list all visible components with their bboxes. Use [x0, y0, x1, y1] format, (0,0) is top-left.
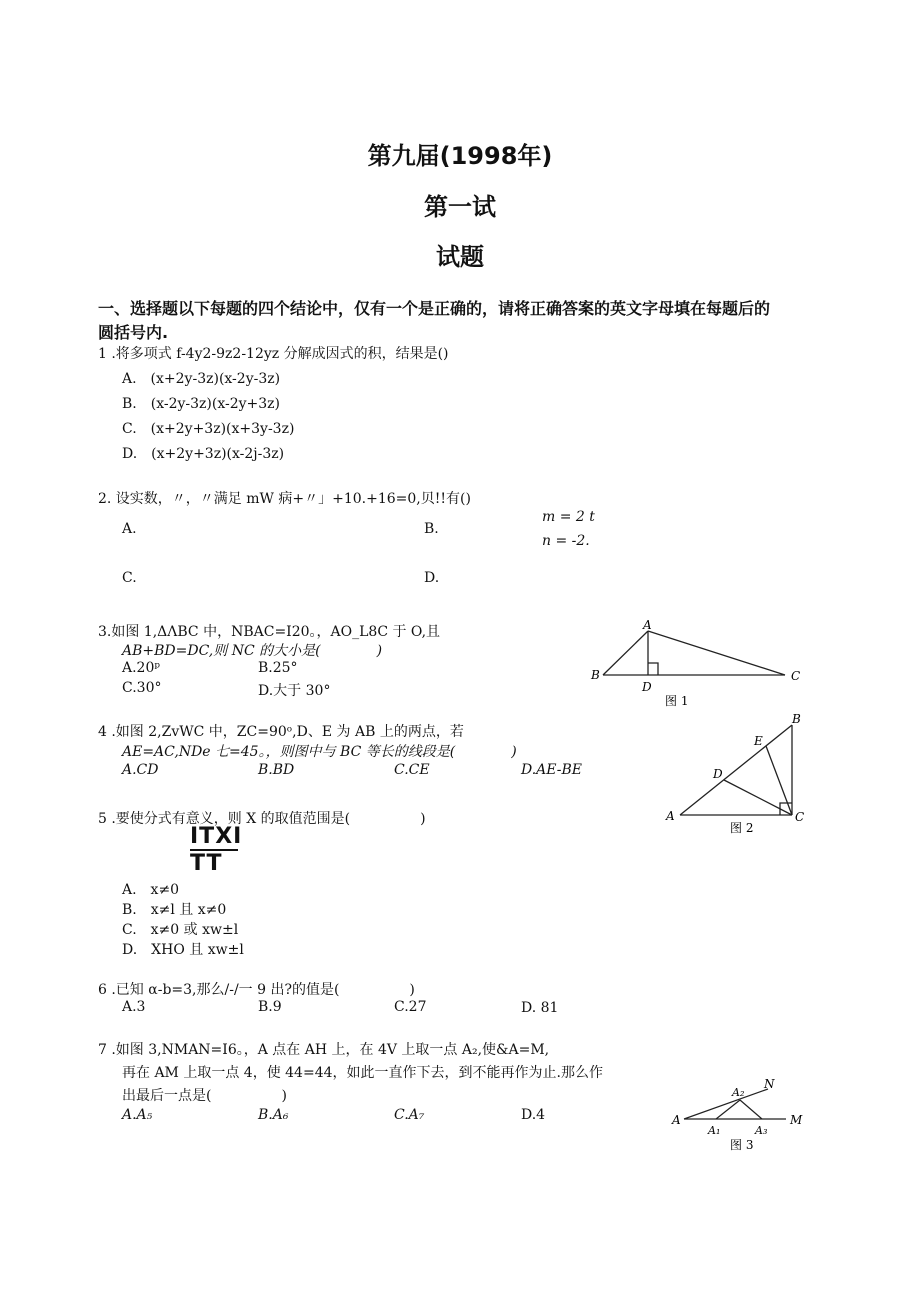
- q6-option-b: B.9: [258, 999, 282, 1015]
- q4-option-d: D.AE-BE: [521, 762, 583, 778]
- q5-fraction: [190, 824, 242, 876]
- q2-stem: 2. 设实数，〃，〃满足 mW 病+〃」+10.+16=0,贝!!有(): [98, 491, 471, 507]
- fig3-label-m: M: [790, 1113, 803, 1127]
- fig1-label-c: C: [791, 669, 801, 683]
- fig2-label-d: D: [713, 767, 723, 781]
- q2-option-b: B.: [424, 521, 439, 537]
- q7-stem-line1: 7 .如图 3,NMAN=I6。，A 点在 AH 上，在 4V 上取一点 A₂,使&A=M,: [98, 1042, 550, 1058]
- q7-option-d: D.4: [521, 1107, 546, 1123]
- fig3-label-a2: A₂: [732, 1086, 745, 1099]
- fig3-label-n: N: [764, 1077, 775, 1091]
- fig3-segment-a2a3: [740, 1100, 762, 1119]
- section-instruction-line1: 一、选择题以下每题的四个结论中，仅有一个是正确的，请将正确答案的英文字母填在每题后的: [98, 299, 771, 318]
- q7-option-c: C.A₇: [394, 1107, 425, 1123]
- q3-stem-line2: AB+BD=DC,则 NC 的大小是( ): [122, 643, 383, 659]
- q5-fraction-denominator: TT: [190, 851, 223, 876]
- fig1-side-ac: [648, 631, 785, 675]
- fig1-label-a: A: [643, 618, 652, 632]
- q5-stem: 5 .要使分式有意义，则 X 的取值范围是( ): [98, 811, 426, 827]
- q3-stem-line1: 3.如图 1,ΔΛBC 中，NBAC=I20。，AO_L8C 于 O,且: [98, 624, 441, 640]
- fig2-label-e: E: [754, 734, 763, 748]
- page-heading: 试题: [436, 243, 484, 271]
- q6-option-d: D. 81: [521, 1000, 559, 1016]
- q5-option-b: B. x≠l 且 x≠0: [122, 902, 227, 918]
- fig2-segment-cd: [724, 780, 792, 815]
- q3-option-a: A.20ᵖ: [122, 660, 160, 676]
- q7-option-a: A.A₅: [122, 1107, 153, 1123]
- fig3-label-a1: A₁: [708, 1124, 721, 1137]
- q6-option-a: A.3: [122, 999, 146, 1015]
- q2-option-d: D.: [424, 570, 440, 586]
- q1-option-c: C. (x+2y+3z)(x+3y-3z): [122, 421, 295, 437]
- section-instruction-line2: 圆括号内.: [98, 323, 169, 342]
- q1-stem: 1 .将多项式 f-4y2-9z2-12yz 分解成因式的积，结果是(): [98, 346, 449, 362]
- q2-m-value: m = 2 t: [542, 509, 595, 525]
- q4-option-b: B.BD: [258, 762, 295, 778]
- fig2-segment-ce: [766, 746, 792, 815]
- q1-option-d: D. (x+2y+3z)(x-2j-3z): [122, 446, 285, 462]
- figure-2: [658, 710, 813, 840]
- q3-option-b: B.25°: [258, 660, 298, 676]
- q1-option-b: B. (x-2y-3z)(x-2y+3z): [122, 396, 281, 412]
- fig3-ray-an: [684, 1089, 768, 1119]
- q5-fraction-numerator: ITXI: [190, 824, 243, 849]
- q2-option-a: A.: [122, 521, 137, 537]
- fig2-label-a: A: [666, 809, 675, 823]
- figure-3: [668, 1072, 813, 1157]
- q2-option-c: C.: [122, 570, 137, 586]
- fig2-caption: 图 2: [730, 821, 754, 835]
- q4-option-c: C.CE: [394, 762, 430, 778]
- q7-stem-line2: 再在 AM 上取一点 4，使 44=44，如此一直作下去，到不能再作为止.那么作: [122, 1065, 603, 1081]
- q2-n-value: n = -2.: [542, 533, 590, 549]
- fig3-label-a3: A₃: [755, 1124, 768, 1137]
- page-subtitle: 第一试: [424, 193, 496, 221]
- fig3-caption: 图 3: [730, 1138, 754, 1152]
- q4-stem-line2: AE=AC,NDe 七=45。，则图中与 BC 等长的线段是( ): [122, 744, 517, 760]
- q5-option-a: A. x≠0: [122, 882, 180, 898]
- fig2-label-c: C: [795, 810, 805, 824]
- fig1-label-b: B: [591, 668, 600, 682]
- q6-stem: 6 .已知 α-b=3,那么/-/一 9 出?的值是( ): [98, 982, 415, 998]
- figure-1: [585, 615, 810, 710]
- q3-option-d: D.大于 30°: [258, 683, 331, 699]
- fig1-side-ab: [603, 631, 648, 675]
- q4-option-a: A.CD: [122, 762, 159, 778]
- fig3-label-a: A: [672, 1113, 681, 1127]
- fig1-caption: 图 1: [665, 694, 689, 708]
- q6-option-c: C.27: [394, 999, 427, 1015]
- fig1-right-angle-mark: [648, 663, 658, 675]
- q1-option-a: A. (x+2y-3z)(x-2y-3z): [122, 371, 281, 387]
- q5-option-d: D. XHO 且 xw±l: [122, 942, 244, 958]
- q7-stem-line3: 出最后一点是( ): [122, 1088, 287, 1104]
- q5-option-c: C. x≠0 或 xw±l: [122, 922, 239, 938]
- q4-stem-line1: 4 .如图 2,ZvWC 中，ZC=90ᵒ,D、E 为 AB 上的两点，若: [98, 724, 464, 740]
- fig2-label-b: B: [792, 712, 801, 726]
- q3-option-c: C.30°: [122, 680, 162, 696]
- fig1-label-d: D: [642, 680, 652, 694]
- page-title: 第九届(1998年): [367, 142, 553, 170]
- q7-option-b: B.A₆: [258, 1107, 289, 1123]
